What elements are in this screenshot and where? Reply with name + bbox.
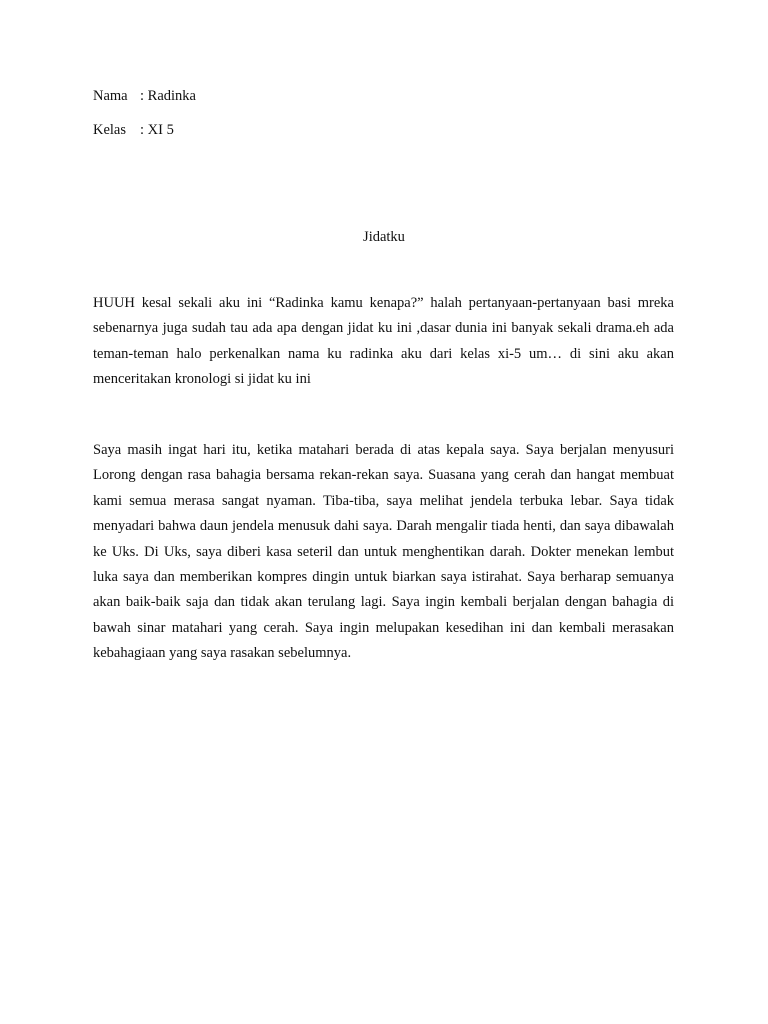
name-row — [93, 87, 196, 105]
class-value: : XI 5 — [140, 122, 174, 138]
paragraph-story: Saya masih ingat hari itu, ketika matahari berada di atas kepala saya. Saya berjalan menyusuri Lorong dengan rasa bahagia bersama rekan-rekan saya. Suasana yang cerah dan hangat membuat kami semua merasa sangat nyaman. Tiba-tiba, saya melihat jendela terbuka lebar. Saya tidak menyadari bahwa daun jendela menusuk dahi saya. Darah mengalir tiada henti, dan saya dibawalah ke Uks. Di Uks, saya diberi kasa seteril dan untuk menghentikan darah. Dokter menekan lembut luka saya dan memberikan kompres dingin untuk biarkan saya istirahat. Saya berharap semuanya akan baik-baik saja dan tidak akan terulang lagi. Saya ingin kembali berjalan dengan bahagia di bawah sinar matahari yang cerah. Saya ingin melupakan kesedihan ini dan kembali merasakan kebahagiaan yang saya rasakan sebelumnya. — [93, 442, 674, 662]
document-title: Jidatku — [363, 229, 405, 245]
name-value: : Radinka — [140, 88, 196, 104]
class-label: Kelas — [93, 122, 127, 138]
class-row — [93, 121, 174, 139]
paragraph-intro: HUUH kesal sekali aku ini “Radinka kamu kenapa?” halah pertanyaan-pertanyaan basi mreka sebenarnya juga sudah tau ada apa dengan jidat ku ini ,dasar dunia ini banyak sekali drama.eh ada teman-teman halo perkenalkan nama ku radinka aku dari kelas xi-5 um… di sini aku akan menceritakan kronologi si jidat ku ini — [93, 295, 674, 388]
name-label: Nama — [93, 88, 128, 104]
